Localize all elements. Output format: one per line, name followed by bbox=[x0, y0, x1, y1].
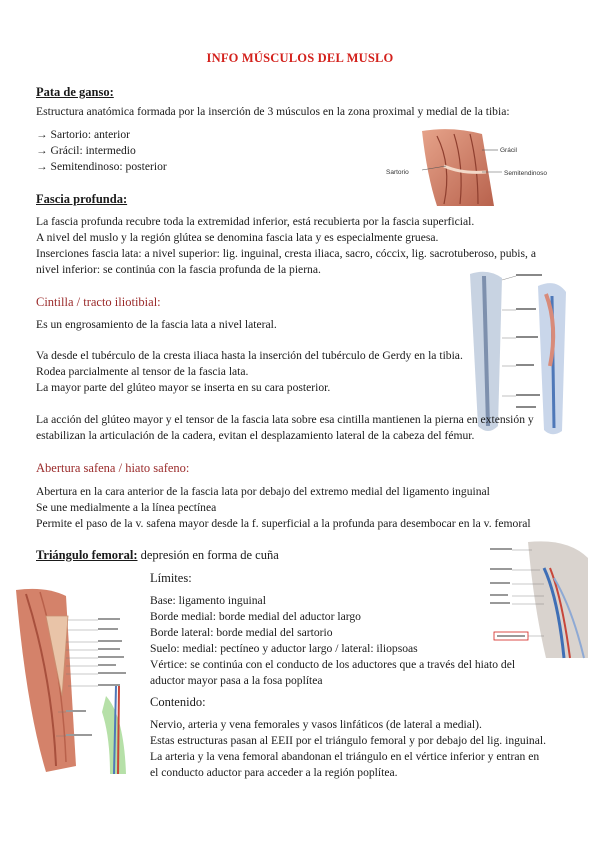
contenido-line-4: el conducto aductor para acceder a la región poplítea. bbox=[150, 766, 398, 779]
fascia-line-4: nivel inferior: se continúa con la fascia profunda de la pierna. bbox=[36, 263, 321, 276]
label-sartorio: Sartorio bbox=[386, 169, 409, 176]
safena-line-2: Se une medialmente a la línea pectínea bbox=[36, 501, 217, 514]
page-title: INFO MÚSCULOS DEL MUSLO bbox=[206, 51, 394, 65]
limites-heading: Límites: bbox=[150, 571, 192, 585]
cintilla-p1: Es un engrosamiento de la fascia lata a nivel lateral. bbox=[36, 318, 277, 331]
limites-line-2: Borde medial: borde medial del aductor largo bbox=[150, 610, 361, 623]
cintilla-p2-line-2: Rodea parcialmente al tensor de la fascia lata. bbox=[36, 365, 249, 378]
fascia-line-3: Inserciones fascia lata: a nivel superior: lig. inguinal, cresta iliaca, sacro, cóccix, lig. sacrotuberoso, pubis, a bbox=[36, 247, 536, 260]
hiato-safeno-figure bbox=[488, 538, 590, 660]
pata-item-gracil: → Grácil: intermedio bbox=[36, 144, 136, 157]
pata-intro: Estructura anatómica formada por la inserción de 3 músculos en la zona proximal y medial de la tibia: bbox=[36, 105, 510, 118]
safena-line-3: Permite el paso de la v. safena mayor desde la f. superficial a la profunda para desembocar en la v. femoral bbox=[36, 517, 531, 530]
cintilla-p3-line-2: estabilizan la articulación de la cadera, evitan el desplazamiento lateral de la cabeza del fémur. bbox=[36, 429, 475, 442]
section-heading-cintilla: Cintilla / tracto iliotibial: bbox=[36, 295, 161, 309]
muscle-bundle-shape bbox=[422, 129, 494, 206]
section-heading-safena: Abertura safena / hiato safeno: bbox=[36, 461, 190, 475]
limites-line-1: Base: ligamento inguinal bbox=[150, 594, 266, 607]
label-semitendinoso: Semitendinoso bbox=[504, 170, 547, 177]
triangulo-heading-label: Triángulo femoral: bbox=[36, 548, 138, 562]
limites-line-6: aductor mayor pasa a la fosa poplítea bbox=[150, 674, 323, 687]
cintilla-p2-line-1: Va desde el tubérculo de la cresta iliaca hasta la inserción del tubérculo de Gerdy en la tibia. bbox=[36, 349, 463, 362]
contenido-line-2: Estas estructuras pasan al EEII por el triángulo femoral y por debajo del lig. inguinal. bbox=[150, 734, 546, 747]
limites-line-4: Suelo: medial: pectíneo y aductor largo / lateral: iliopsoas bbox=[150, 642, 418, 655]
safena-line-1: Abertura en la cara anterior de la fascia lata por debajo del extremo medial del ligamento inguinal bbox=[36, 485, 490, 498]
pata-de-ganso-figure bbox=[382, 126, 582, 206]
limites-line-5: Vértice: se continúa con el conducto de los aductores que a través del hiato del bbox=[150, 658, 516, 671]
contenido-line-3: La arteria y la vena femoral abandonan el triángulo en el vértice inferior y entran en bbox=[150, 750, 540, 763]
cintilla-p3-line-1: La acción del glúteo mayor y el tensor de la fascia lata sobre esa cintilla mantienen la pierna en extensión y bbox=[36, 413, 534, 426]
triangulo-heading-rest: depresión en forma de cuña bbox=[137, 548, 279, 562]
fascia-line-2: A nivel del muslo y la región glútea se denomina fascia lata y es especialmente gruesa. bbox=[36, 231, 439, 244]
section-heading-triangulo bbox=[36, 548, 279, 563]
contenido-line-1: Nervio, arteria y vena femorales y vasos linfáticos (de lateral a medial). bbox=[150, 718, 482, 731]
limites-line-3: Borde lateral: borde medial del sartorio bbox=[150, 626, 333, 639]
pata-item-sartorio: → Sartorio: anterior bbox=[36, 128, 131, 141]
section-heading-fascia-profunda: Fascia profunda: bbox=[36, 192, 128, 206]
contenido-heading: Contenido: bbox=[150, 695, 206, 709]
pata-item-semitendinoso: → Semitendinoso: posterior bbox=[36, 160, 167, 173]
triangulo-femoral-figure bbox=[6, 586, 146, 776]
fascia-line-1: La fascia profunda recubre toda la extremidad inferior, está recubierta por la fascia superficial. bbox=[36, 215, 475, 228]
section-heading-pata-de-ganso: Pata de ganso: bbox=[36, 85, 114, 99]
label-gracil: Grácil bbox=[500, 147, 517, 154]
cintilla-p2-line-3: La mayor parte del glúteo mayor se inserta en su cara posterior. bbox=[36, 381, 331, 394]
